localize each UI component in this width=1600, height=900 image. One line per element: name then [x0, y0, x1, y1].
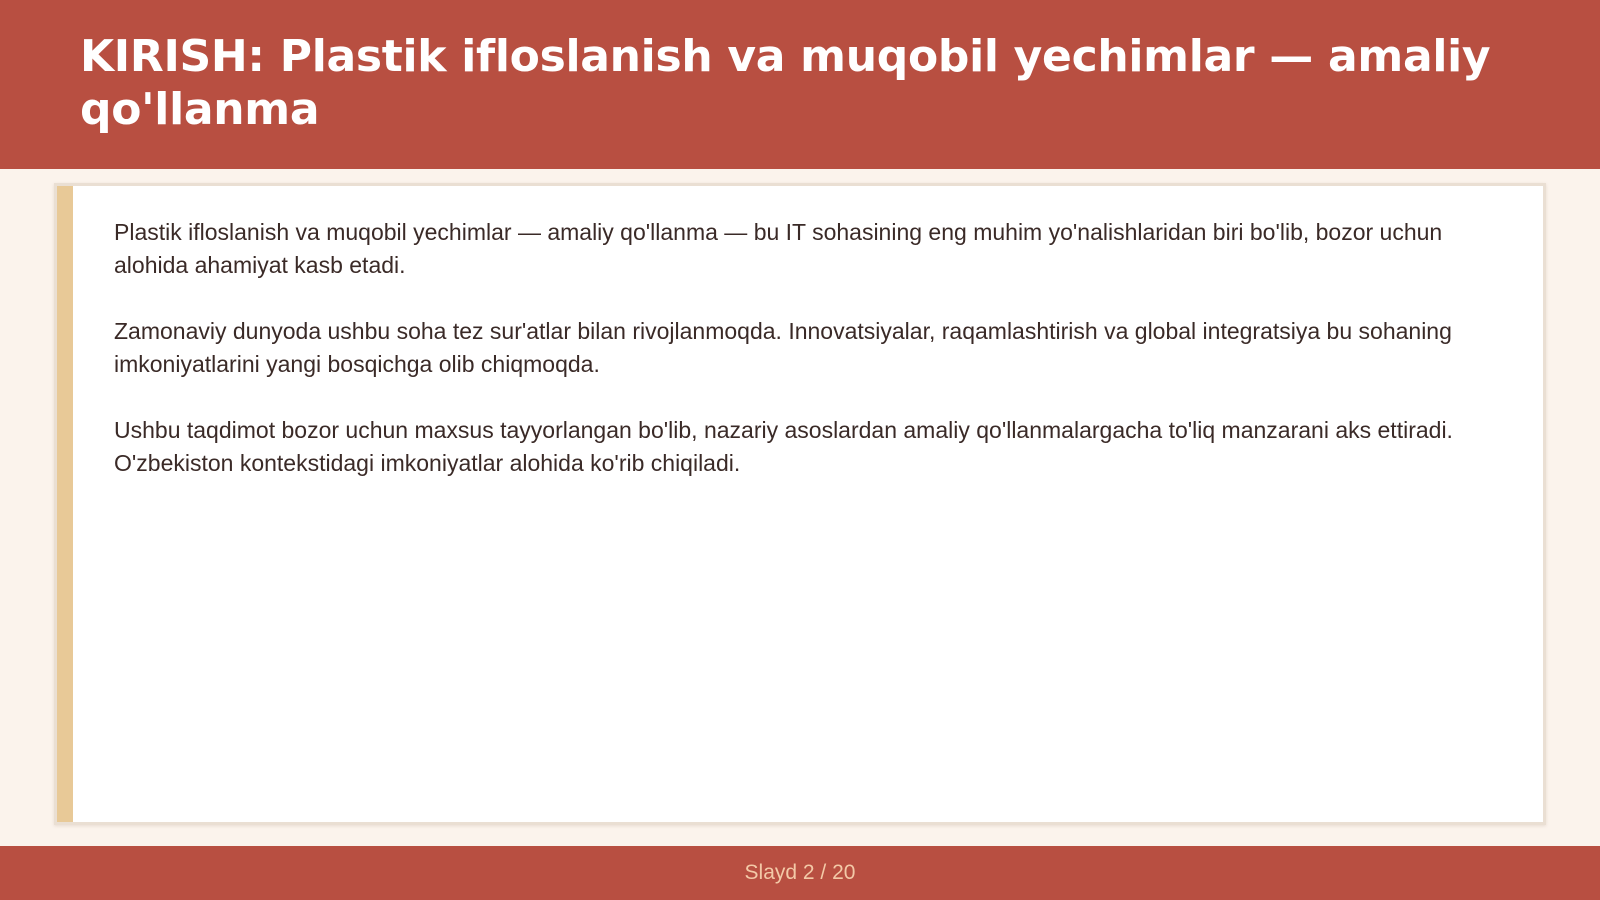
paragraph-modern-world: Zamonaviy dunyoda ushbu soha tez sur'atlar bilan rivojlanmoqda. Innovatsiyalar, raqamlashtirish va global integratsiya bu sohaning imkoniyatlarini yangi bosqichga olib chiqmoqda. [114, 318, 1452, 377]
paragraph-presentation-purpose: Ushbu taqdimot bozor uchun maxsus tayyorlangan bo'lib, nazariy asoslardan amaliy qo'llanmalargacha to'liq manzarani aks ettiradi. O'zbekiston kontekstidagi imkoniyatlar alohida ko'rib chiqiladi. [114, 417, 1453, 476]
slide-footer [0, 846, 1600, 900]
slide-counter: Slayd 2 / 20 [744, 861, 856, 884]
paragraph-list [114, 216, 1514, 513]
slide-header [0, 0, 1600, 169]
paragraph-intro: Plastik ifloslanish va muqobil yechimlar — amaliy qo'llanma — bu IT sohasining eng muhim yo'nalishlaridan biri bo'lib, bozor uchun alohida ahamiyat kasb etadi. [114, 219, 1443, 278]
accent-bar [57, 186, 73, 822]
content-card [54, 183, 1546, 825]
slide-title: KIRISH: Plastik ifloslanish va muqobil yechimlar — amaliy qo'llanma [80, 31, 1491, 135]
